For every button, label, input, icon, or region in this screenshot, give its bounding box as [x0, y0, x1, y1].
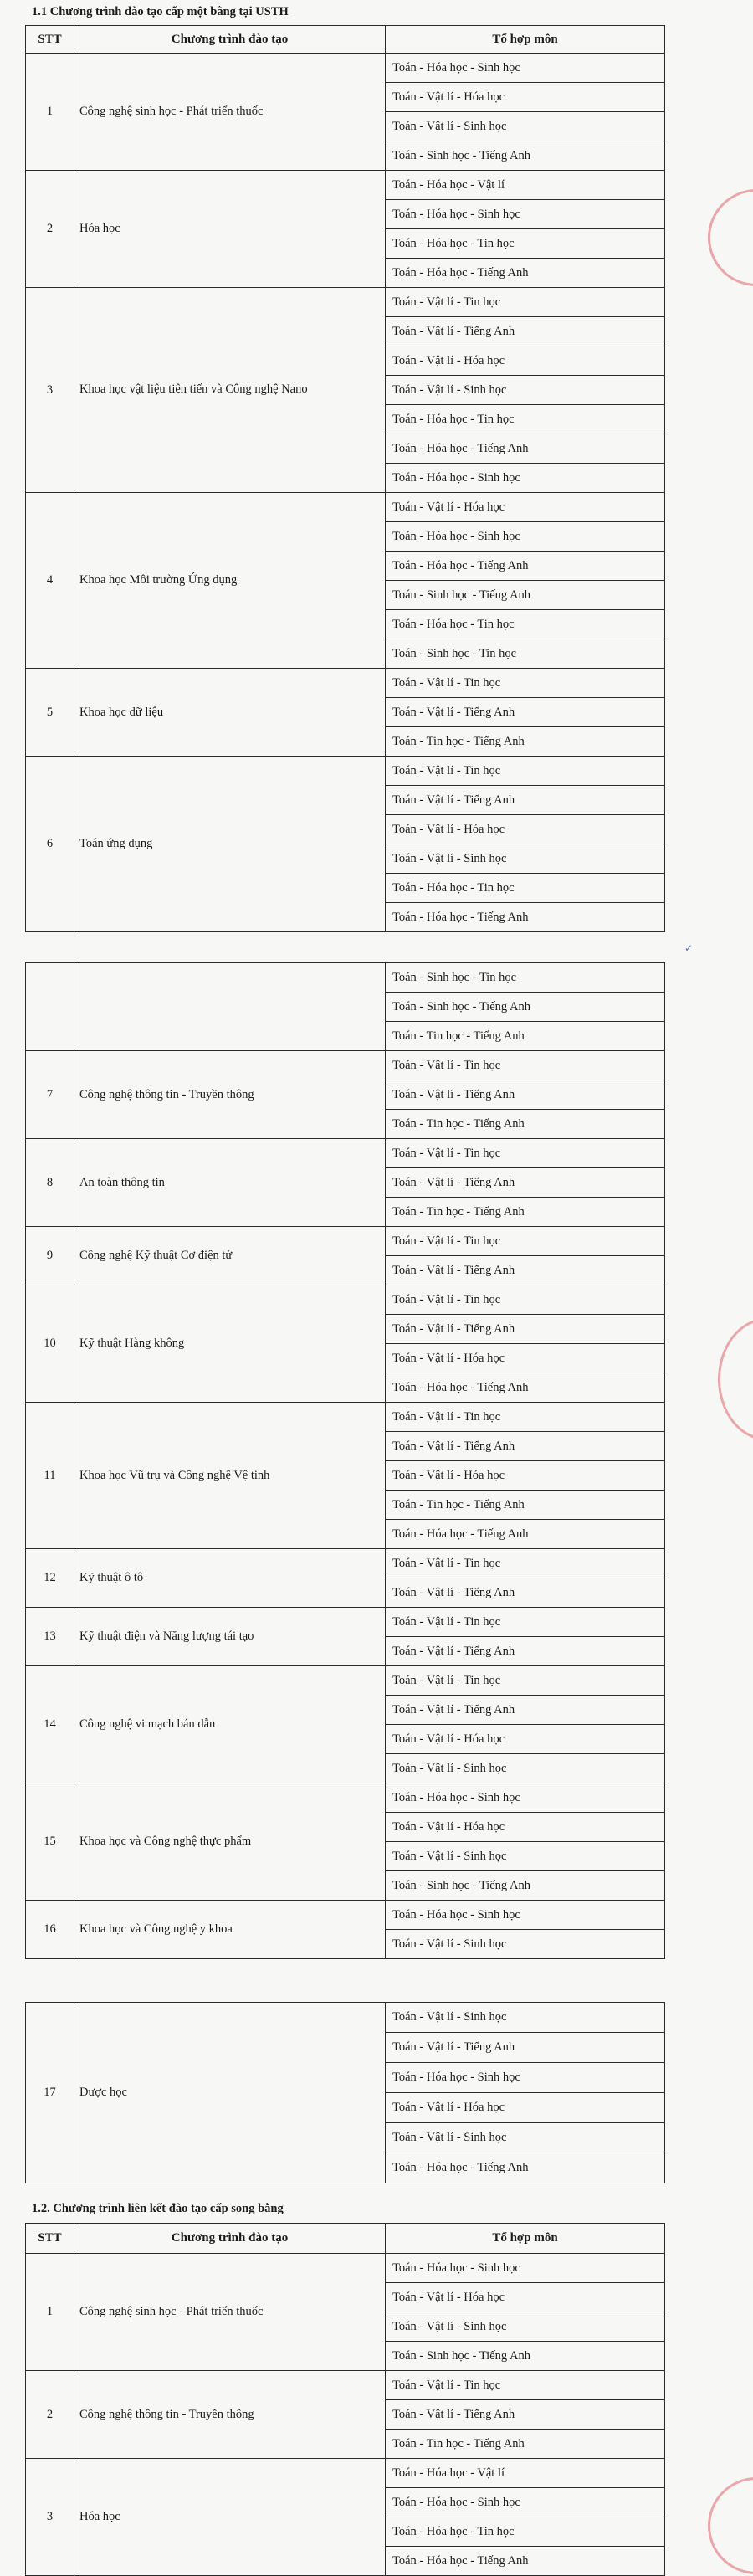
subject-combination: Toán - Hóa học - Sinh học — [386, 200, 665, 229]
subject-combination: Toán - Vật lí - Tin học — [386, 2371, 665, 2400]
subject-combination: Toán - Vật lí - Sinh học — [386, 844, 665, 874]
table-section-2 — [25, 2223, 665, 2576]
subject-combination: Toán - Vật lí - Tiếng Anh — [386, 2033, 665, 2063]
table-row — [26, 963, 665, 993]
program-name: Công nghệ sinh học - Phát triển thuốc — [74, 2254, 386, 2371]
subject-combination: Toán - Vật lí - Tin học — [386, 1549, 665, 1578]
program-number: 1 — [26, 54, 74, 171]
subject-combination: Toán - Hóa học - Sinh học — [386, 2488, 665, 2517]
program-name: Công nghệ vi mạch bán dẫn — [74, 1666, 386, 1783]
empty-cell — [26, 963, 74, 1051]
subject-combination: Toán - Vật lí - Hóa học — [386, 83, 665, 112]
header-program: Chương trình đào tạo — [74, 2224, 386, 2254]
subject-combination: Toán - Hóa học - Tin học — [386, 2517, 665, 2547]
table-header-row — [26, 2224, 665, 2254]
subject-combination: Toán - Hóa học - Tin học — [386, 874, 665, 903]
program-number: 8 — [26, 1139, 74, 1227]
program-number: 11 — [26, 1403, 74, 1549]
subject-combination: Toán - Vật lí - Hóa học — [386, 346, 665, 376]
subject-combination: Toán - Sinh học - Tiếng Anh — [386, 581, 665, 610]
table-row — [26, 2003, 665, 2033]
program-name: Kỹ thuật điện và Năng lượng tái tạo — [74, 1608, 386, 1666]
table-section-1-part-2 — [25, 962, 665, 1959]
program-number: 2 — [26, 171, 74, 288]
subject-combination: Toán - Vật lí - Tin học — [386, 1051, 665, 1080]
subject-combination: Toán - Vật lí - Tin học — [386, 757, 665, 786]
subject-combination: Toán - Vật lí - Tin học — [386, 1608, 665, 1637]
table-row — [26, 1285, 665, 1315]
official-stamp — [708, 189, 753, 286]
subject-combination: Toán - Vật lí - Tin học — [386, 1285, 665, 1315]
subject-combination: Toán - Sinh học - Tiếng Anh — [386, 1871, 665, 1901]
table-section-1-part-1 — [25, 25, 665, 932]
subject-combination: Toán - Vật lí - Tiếng Anh — [386, 1432, 665, 1461]
subject-combination: Toán - Hóa học - Sinh học — [386, 2254, 665, 2283]
subject-combination: Toán - Vật lí - Tiếng Anh — [386, 1637, 665, 1666]
subject-combination: Toán - Vật lí - Tin học — [386, 288, 665, 317]
program-number: 16 — [26, 1901, 74, 1959]
subject-combination: Toán - Hóa học - Tiếng Anh — [386, 552, 665, 581]
subject-combination: Toán - Vật lí - Tiếng Anh — [386, 1315, 665, 1344]
program-number: 10 — [26, 1285, 74, 1403]
table-row — [26, 669, 665, 698]
admission-table — [25, 2223, 665, 2576]
header-combination: Tổ hợp môn — [386, 2224, 665, 2254]
program-name: An toàn thông tin — [74, 1139, 386, 1227]
subject-combination: Toán - Vật lí - Tiếng Anh — [386, 1578, 665, 1608]
table-row — [26, 54, 665, 83]
subject-combination: Toán - Vật lí - Tiếng Anh — [386, 1080, 665, 1110]
subject-combination: Toán - Vật lí - Tiếng Anh — [386, 1168, 665, 1198]
subject-combination: Toán - Hóa học - Tin học — [386, 610, 665, 639]
program-name: Khoa học và Công nghệ thực phẩm — [74, 1783, 386, 1901]
program-name: Kỹ thuật Hàng không — [74, 1285, 386, 1403]
subject-combination: Toán - Sinh học - Tiếng Anh — [386, 141, 665, 171]
subject-combination: Toán - Vật lí - Sinh học — [386, 2312, 665, 2342]
admission-table — [25, 2002, 665, 2183]
subject-combination: Toán - Vật lí - Tiếng Anh — [386, 786, 665, 815]
subject-combination: Toán - Hóa học - Sinh học — [386, 464, 665, 493]
subject-combination: Toán - Hóa học - Sinh học — [386, 54, 665, 83]
subject-combination: Toán - Vật lí - Tin học — [386, 1227, 665, 1256]
program-number: 9 — [26, 1227, 74, 1285]
official-stamp — [708, 2477, 753, 2574]
subject-combination: Toán - Vật lí - Tiếng Anh — [386, 1696, 665, 1725]
table-row — [26, 1783, 665, 1813]
empty-cell — [74, 963, 386, 1051]
program-number: 14 — [26, 1666, 74, 1783]
subject-combination: Toán - Vật lí - Sinh học — [386, 1754, 665, 1783]
subject-combination: Toán - Vật lí - Hóa học — [386, 815, 665, 844]
admission-table — [25, 25, 665, 932]
program-number: 3 — [26, 2459, 74, 2576]
subject-combination: Toán - Vật lí - Hóa học — [386, 2093, 665, 2123]
program-name: Công nghệ thông tin - Truyền thông — [74, 2371, 386, 2459]
subject-combination: Toán - Vật lí - Hóa học — [386, 493, 665, 522]
subject-combination: Toán - Hóa học - Vật lí — [386, 2459, 665, 2488]
subject-combination: Toán - Vật lí - Tiếng Anh — [386, 317, 665, 346]
subject-combination: Toán - Vật lí - Sinh học — [386, 1930, 665, 1959]
program-number: 15 — [26, 1783, 74, 1901]
subject-combination: Toán - Vật lí - Hóa học — [386, 1461, 665, 1491]
subject-combination: Toán - Vật lí - Hóa học — [386, 1813, 665, 1842]
program-name: Hóa học — [74, 2459, 386, 2576]
subject-combination: Toán - Hóa học - Tiếng Anh — [386, 1520, 665, 1549]
program-number: 7 — [26, 1051, 74, 1139]
table-row — [26, 1608, 665, 1637]
subject-combination: Toán - Vật lí - Tiếng Anh — [386, 1256, 665, 1285]
program-number: 5 — [26, 669, 74, 757]
table-row — [26, 1549, 665, 1578]
header-stt: STT — [26, 26, 74, 54]
program-name: Dược học — [74, 2003, 386, 2183]
table-section-1-part-3 — [25, 2002, 665, 2183]
subject-combination: Toán - Tin học - Tiếng Anh — [386, 1198, 665, 1227]
program-name: Công nghệ thông tin - Truyền thông — [74, 1051, 386, 1139]
subject-combination: Toán - Hóa học - Tin học — [386, 405, 665, 434]
subject-combination: Toán - Hóa học - Tiếng Anh — [386, 434, 665, 464]
subject-combination: Toán - Sinh học - Tiếng Anh — [386, 2342, 665, 2371]
subject-combination: Toán - Hóa học - Tin học — [386, 229, 665, 259]
table-header-row — [26, 26, 665, 54]
subject-combination: Toán - Vật lí - Tin học — [386, 669, 665, 698]
program-name: Toán ứng dụng — [74, 757, 386, 932]
subject-combination: Toán - Vật lí - Tin học — [386, 1403, 665, 1432]
program-number: 3 — [26, 288, 74, 493]
table-row — [26, 171, 665, 200]
subject-combination: Toán - Hóa học - Tiếng Anh — [386, 2153, 665, 2183]
subject-combination: Toán - Vật lí - Hóa học — [386, 1344, 665, 1373]
subject-combination: Toán - Tin học - Tiếng Anh — [386, 1491, 665, 1520]
program-number: 17 — [26, 2003, 74, 2183]
subject-combination: Toán - Hóa học - Sinh học — [386, 1783, 665, 1813]
subject-combination: Toán - Sinh học - Tiếng Anh — [386, 993, 665, 1022]
program-name: Khoa học Môi trường Ứng dụng — [74, 493, 386, 669]
program-number: 2 — [26, 2371, 74, 2459]
subject-combination: Toán - Hóa học - Tiếng Anh — [386, 2547, 665, 2576]
program-name: Khoa học Vũ trụ và Công nghệ Vệ tinh — [74, 1403, 386, 1549]
table-row — [26, 1051, 665, 1080]
subject-combination: Toán - Vật lí - Tiếng Anh — [386, 698, 665, 727]
admission-table — [25, 962, 665, 1959]
header-stt: STT — [26, 2224, 74, 2254]
program-name: Công nghệ Kỹ thuật Cơ điện tử — [74, 1227, 386, 1285]
subject-combination: Toán - Hóa học - Tiếng Anh — [386, 1373, 665, 1403]
table-row — [26, 1227, 665, 1256]
table-row — [26, 2459, 665, 2488]
subject-combination: Toán - Hóa học - Sinh học — [386, 1901, 665, 1930]
table-row — [26, 2254, 665, 2283]
program-number: 1 — [26, 2254, 74, 2371]
official-stamp — [718, 1318, 753, 1440]
subject-combination: Toán - Vật lí - Sinh học — [386, 2003, 665, 2033]
program-name: Khoa học dữ liệu — [74, 669, 386, 757]
subject-combination: Toán - Hóa học - Sinh học — [386, 2063, 665, 2093]
table-row — [26, 2371, 665, 2400]
table-row — [26, 288, 665, 317]
initial-mark: ✓ — [684, 942, 694, 954]
header-program: Chương trình đào tạo — [74, 26, 386, 54]
subject-combination: Toán - Vật lí - Tin học — [386, 1139, 665, 1168]
program-number: 12 — [26, 1549, 74, 1608]
table-row — [26, 1666, 665, 1696]
program-name: Kỹ thuật ô tô — [74, 1549, 386, 1608]
subject-combination: Toán - Vật lí - Sinh học — [386, 112, 665, 141]
table-row — [26, 1901, 665, 1930]
subject-combination: Toán - Vật lí - Hóa học — [386, 2283, 665, 2312]
program-name: Khoa học và Công nghệ y khoa — [74, 1901, 386, 1959]
subject-combination: Toán - Tin học - Tiếng Anh — [386, 1110, 665, 1139]
table-row — [26, 1139, 665, 1168]
subject-combination: Toán - Tin học - Tiếng Anh — [386, 1022, 665, 1051]
subject-combination: Toán - Vật lí - Tiếng Anh — [386, 2400, 665, 2430]
subject-combination: Toán - Vật lí - Sinh học — [386, 376, 665, 405]
section-2-heading: 1.2. Chương trình liên kết đào tạo cấp song bằng — [32, 2202, 284, 2215]
program-name: Hóa học — [74, 171, 386, 288]
table-row — [26, 1403, 665, 1432]
program-number: 6 — [26, 757, 74, 932]
subject-combination: Toán - Sinh học - Tin học — [386, 963, 665, 993]
table-row — [26, 757, 665, 786]
section-1-heading: 1.1 Chương trình đào tạo cấp một bằng tại USTH — [32, 5, 289, 18]
program-name: Khoa học vật liệu tiên tiến và Công nghệ Nano — [74, 288, 386, 493]
subject-combination: Toán - Tin học - Tiếng Anh — [386, 727, 665, 757]
program-name: Công nghệ sinh học - Phát triển thuốc — [74, 54, 386, 171]
subject-combination: Toán - Hóa học - Sinh học — [386, 522, 665, 552]
table-row — [26, 493, 665, 522]
subject-combination: Toán - Hóa học - Tiếng Anh — [386, 259, 665, 288]
header-combination: Tổ hợp môn — [386, 26, 665, 54]
subject-combination: Toán - Hóa học - Vật lí — [386, 171, 665, 200]
subject-combination: Toán - Tin học - Tiếng Anh — [386, 2430, 665, 2459]
subject-combination: Toán - Vật lí - Tin học — [386, 1666, 665, 1696]
subject-combination: Toán - Vật lí - Sinh học — [386, 1842, 665, 1871]
subject-combination: Toán - Sinh học - Tin học — [386, 639, 665, 669]
subject-combination: Toán - Hóa học - Tiếng Anh — [386, 903, 665, 932]
program-number: 4 — [26, 493, 74, 669]
subject-combination: Toán - Vật lí - Hóa học — [386, 1725, 665, 1754]
subject-combination: Toán - Vật lí - Sinh học — [386, 2123, 665, 2153]
program-number: 13 — [26, 1608, 74, 1666]
